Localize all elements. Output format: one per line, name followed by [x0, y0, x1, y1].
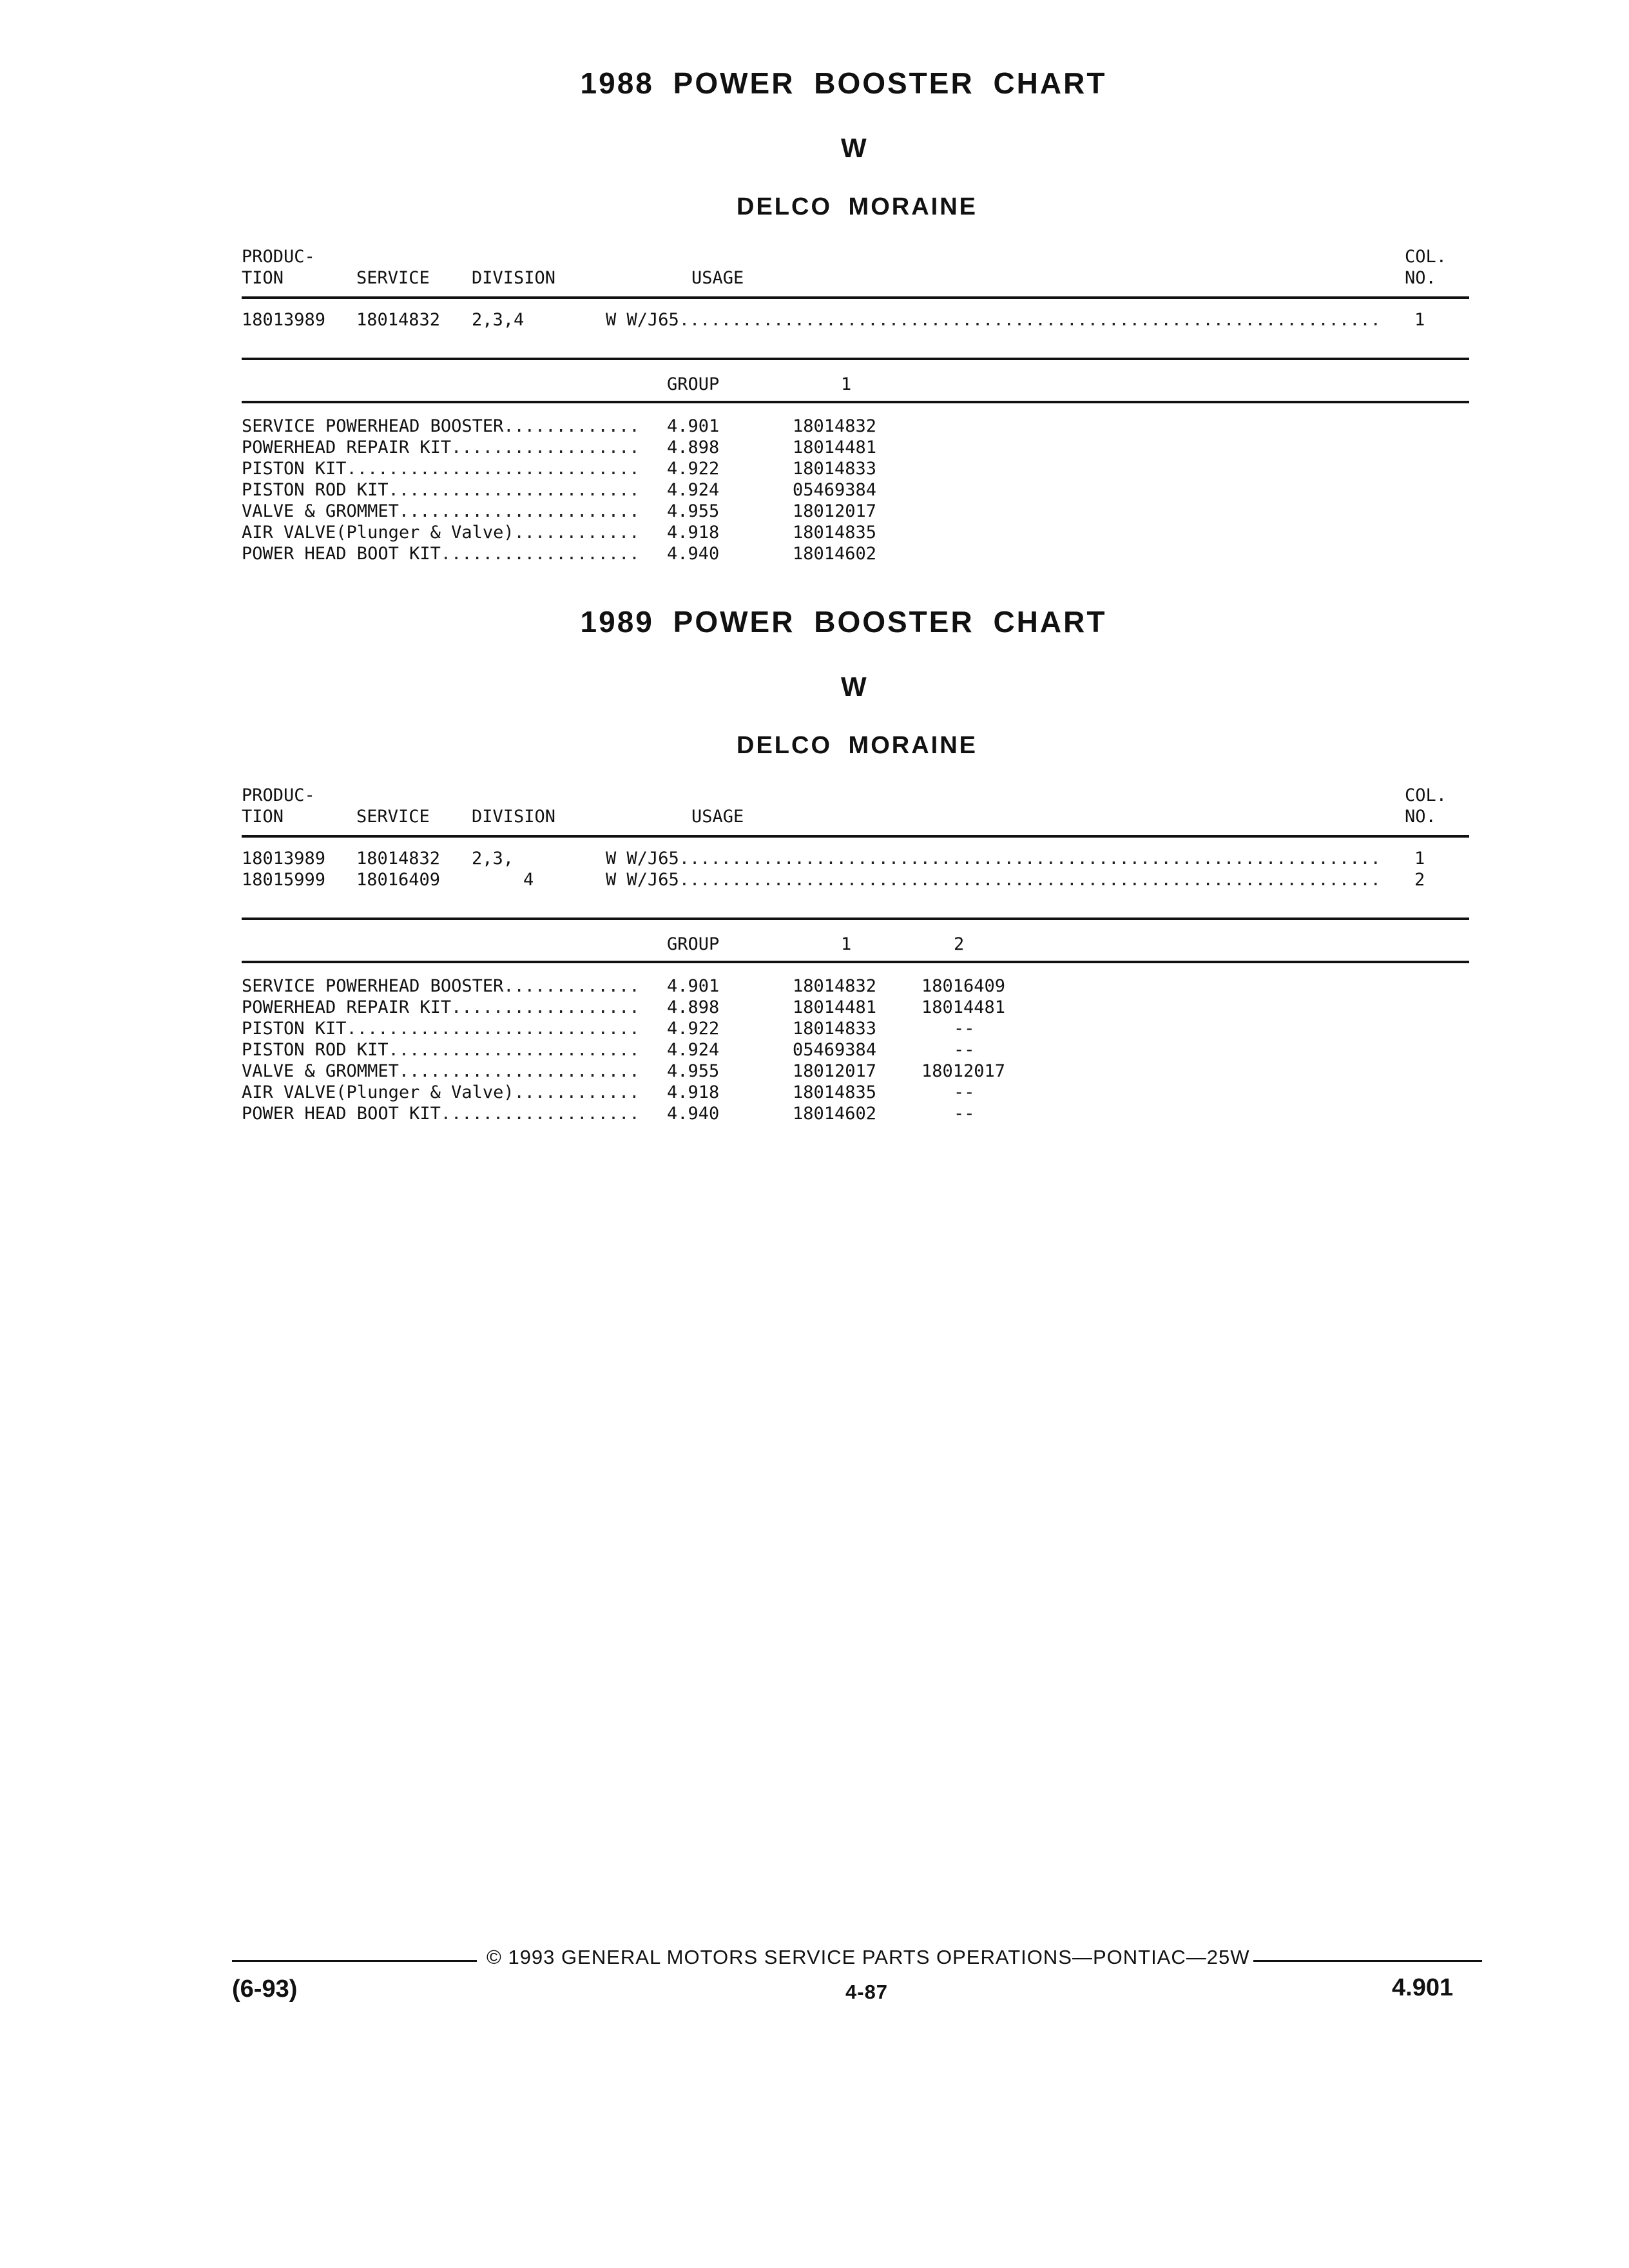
header-production: PRODUC- [242, 247, 315, 267]
division-codes: 4 [523, 870, 534, 890]
header-production-2: TION [242, 807, 284, 827]
header-service: SERVICE [356, 268, 430, 288]
footer-rule-right [1253, 1960, 1482, 1962]
group-rule-top [242, 918, 1469, 920]
model-code: W [841, 671, 867, 702]
group-column-header: 1 [841, 934, 852, 954]
group-column-header: 2 [954, 934, 965, 954]
usage-row [242, 848, 1469, 869]
part-number: -- [954, 1019, 975, 1039]
group-label: GROUP [667, 934, 720, 954]
dot-leader: ............................ [346, 1019, 640, 1039]
part-row [242, 543, 1469, 564]
part-row [242, 479, 1469, 501]
dot-leader: ............. [503, 416, 640, 436]
part-number: -- [954, 1104, 975, 1124]
part-name: POWERHEAD REPAIR KIT [242, 997, 452, 1017]
part-number: 18014602 [793, 1104, 877, 1124]
part-name: PISTON ROD KIT [242, 480, 389, 500]
maker-name: DELCO MORAINE [737, 193, 978, 220]
group-rule-bottom [242, 961, 1469, 963]
column-number: 1 [1414, 849, 1425, 869]
header-col-2: NO. [1405, 807, 1436, 827]
part-name: AIR VALVE(Plunger & Valve) [242, 523, 514, 543]
header-col: COL. [1405, 785, 1447, 805]
service-number: 18014832 [356, 849, 441, 869]
header-division: DIVISION [472, 807, 556, 827]
group-number: 4.898 [667, 437, 720, 457]
dot-leader: ........................ [388, 480, 640, 500]
dot-leader: ............................ [346, 459, 640, 479]
group-number: 4.940 [667, 1104, 720, 1124]
part-number: -- [954, 1082, 975, 1102]
part-row [242, 1061, 1469, 1082]
part-row [242, 997, 1469, 1018]
page-number: 4-87 [845, 1981, 889, 2003]
part-number: 18014602 [793, 544, 877, 564]
production-number: 18013989 [242, 849, 326, 869]
production-number: 18015999 [242, 870, 326, 890]
part-name: POWER HEAD BOOT KIT [242, 544, 441, 564]
copyright-line: © 1993 GENERAL MOTORS SERVICE PARTS OPERATIONS—PONTIAC—25W [487, 1946, 1250, 1968]
part-row [242, 1082, 1469, 1103]
part-number: 18012017 [793, 501, 877, 521]
dot-leader: ....................... [398, 1061, 640, 1081]
group-column-header: 1 [841, 374, 852, 394]
part-number: 18014481 [793, 437, 877, 457]
part-name: POWER HEAD BOOT KIT [242, 1104, 441, 1124]
header-col: COL. [1405, 247, 1447, 267]
division-codes: 2,3,4 [472, 310, 525, 330]
part-name: PISTON ROD KIT [242, 1040, 389, 1060]
dot-leader: ........................ [388, 1040, 640, 1060]
header-col-2: NO. [1405, 268, 1436, 288]
group-number: 4.922 [667, 1019, 720, 1039]
group-number: 4.918 [667, 1082, 720, 1102]
dot-leader: ................... [440, 1104, 640, 1124]
column-number: 2 [1414, 870, 1425, 890]
group-number: 4.922 [667, 459, 720, 479]
part-row [242, 1039, 1469, 1061]
usage-text: W W/J65 [606, 849, 679, 869]
part-number: 18014832 [793, 416, 877, 436]
group-number: 4.901 [667, 416, 720, 436]
part-name: SERVICE POWERHEAD BOOSTER [242, 976, 504, 996]
part-row [242, 458, 1469, 479]
dot-leader: ................... [440, 544, 640, 564]
header-rule [242, 296, 1469, 299]
part-number: 18014835 [793, 1082, 877, 1102]
dot-leader: ............ [514, 523, 640, 543]
part-number: 18014833 [793, 459, 877, 479]
usage-text: W W/J65 [606, 310, 679, 330]
part-name: VALVE & GROMMET [242, 1061, 399, 1081]
service-number: 18016409 [356, 870, 441, 890]
part-number: 18014481 [921, 997, 1006, 1017]
part-number: 18014833 [793, 1019, 877, 1039]
part-name: PISTON KIT [242, 459, 347, 479]
part-row [242, 437, 1469, 458]
header-rule [242, 835, 1469, 838]
group-number: 4.924 [667, 1040, 720, 1060]
maker-name: DELCO MORAINE [737, 732, 978, 759]
dot-leader: .................. [451, 437, 640, 457]
part-row [242, 501, 1469, 522]
model-code: W [841, 133, 867, 163]
part-number: 05469384 [793, 480, 877, 500]
group-label: GROUP [667, 374, 720, 394]
part-number: 18012017 [921, 1061, 1006, 1081]
part-number: 18012017 [793, 1061, 877, 1081]
part-number: -- [954, 1040, 975, 1060]
usage-row [242, 309, 1469, 331]
part-number: 18014832 [793, 976, 877, 996]
header-division: DIVISION [472, 268, 556, 288]
dot-leader: ................................................................... [679, 870, 1381, 890]
group-number: 4.898 [667, 997, 720, 1017]
part-name: VALVE & GROMMET [242, 501, 399, 521]
usage-row [242, 869, 1469, 890]
part-name: PISTON KIT [242, 1019, 347, 1039]
chart-title: 1988 POWER BOOSTER CHART [580, 66, 1107, 100]
part-name: POWERHEAD REPAIR KIT [242, 437, 452, 457]
footer-rule-left [232, 1960, 477, 1962]
group-number: 4.955 [667, 501, 720, 521]
group-number: 4.924 [667, 480, 720, 500]
part-number: 05469384 [793, 1040, 877, 1060]
production-number: 18013989 [242, 310, 326, 330]
group-number: 4.940 [667, 544, 720, 564]
group-number: 4.901 [667, 976, 720, 996]
part-row [242, 416, 1469, 437]
section-number: 4.901 [1392, 1974, 1454, 2001]
header-usage: USAGE [691, 807, 744, 827]
part-row [242, 1103, 1469, 1124]
header-service: SERVICE [356, 807, 430, 827]
group-rule-bottom [242, 401, 1469, 403]
part-row [242, 975, 1469, 997]
group-number: 4.918 [667, 523, 720, 543]
part-number: 18014835 [793, 523, 877, 543]
group-number: 4.955 [667, 1061, 720, 1081]
part-name: AIR VALVE(Plunger & Valve) [242, 1082, 514, 1102]
division-codes: 2,3, [472, 849, 514, 869]
service-number: 18014832 [356, 310, 441, 330]
header-production-2: TION [242, 268, 284, 288]
group-rule-top [242, 358, 1469, 360]
dot-leader: ............ [514, 1082, 640, 1102]
dot-leader: ................................................................... [679, 849, 1381, 869]
dot-leader: ............. [503, 976, 640, 996]
part-number: 18014481 [793, 997, 877, 1017]
header-production: PRODUC- [242, 785, 315, 805]
part-number: 18016409 [921, 976, 1006, 996]
usage-text: W W/J65 [606, 870, 679, 890]
column-number: 1 [1414, 310, 1425, 330]
dot-leader: ................................................................... [679, 310, 1381, 330]
dot-leader: ....................... [398, 501, 640, 521]
part-row [242, 522, 1469, 543]
dot-leader: .................. [451, 997, 640, 1017]
part-row [242, 1018, 1469, 1039]
part-name: SERVICE POWERHEAD BOOSTER [242, 416, 504, 436]
header-usage: USAGE [691, 268, 744, 288]
chart-title: 1989 POWER BOOSTER CHART [580, 605, 1107, 639]
date-code: (6-93) [232, 1975, 298, 2003]
